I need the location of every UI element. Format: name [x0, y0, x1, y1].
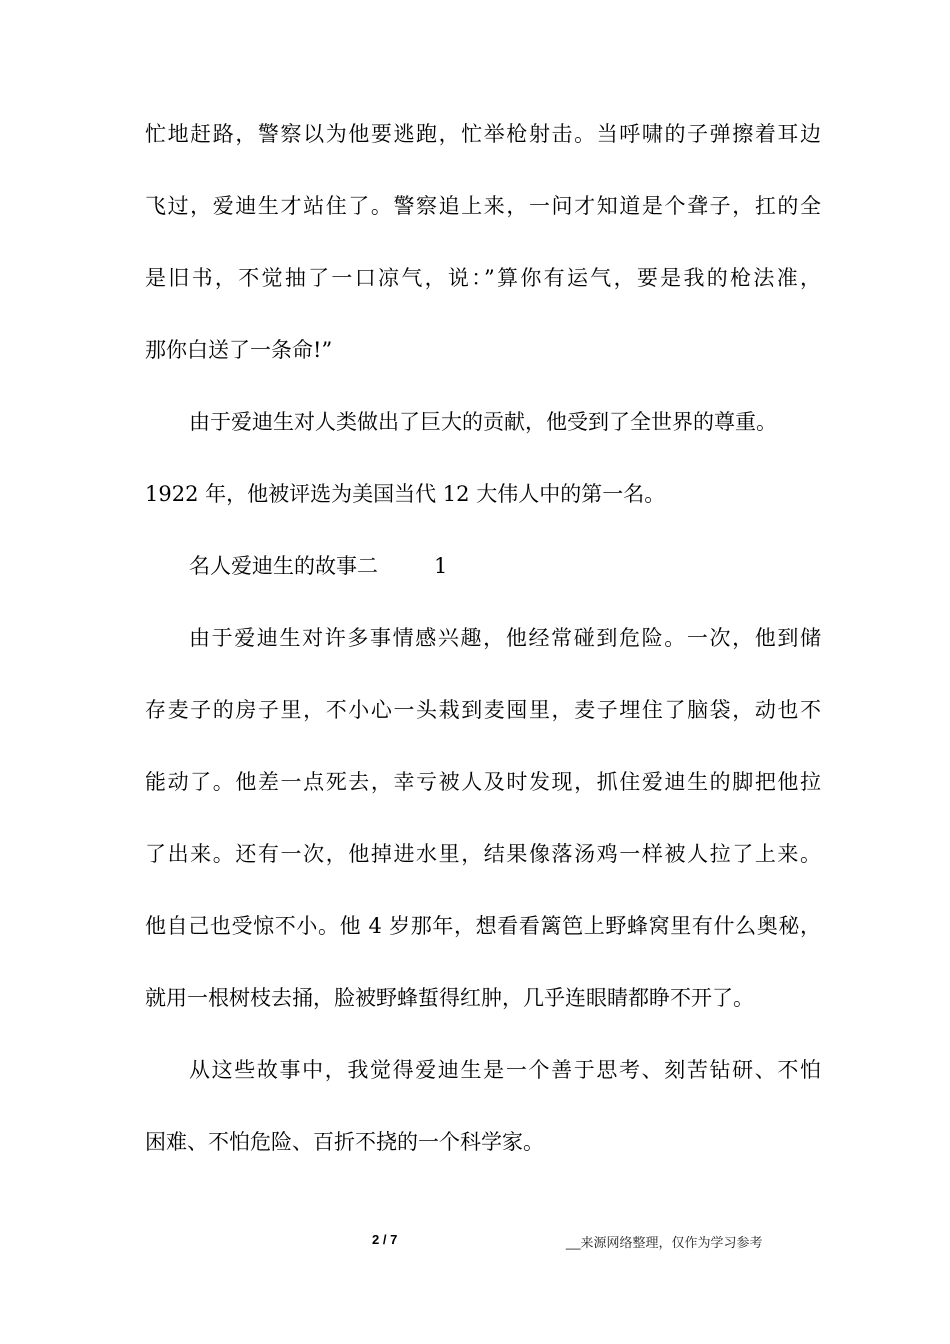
- paragraph-line: 从这些故事中，我觉得爱迪生是一个善于思考、刻苦钻研、不怕: [189, 1058, 821, 1082]
- paragraph-line: 那你白送了一条命!”: [145, 338, 333, 362]
- paragraph-line: 由于爱迪生对人类做出了巨大的贡献，他受到了全世界的尊重。: [189, 410, 777, 434]
- section-heading-number: 1: [434, 554, 448, 578]
- paragraph-line: 1922 年，他被评选为美国当代 12 大伟人中的第一名。: [145, 482, 666, 506]
- page-number: 2 / 7: [372, 1232, 398, 1247]
- section-heading: [145, 544, 821, 616]
- section-heading-text: 名人爱迪生的故事二: [189, 554, 378, 578]
- paragraph-line: 能动了。他差一点死去，幸亏被人及时发现，抓住爱迪生的脚把他拉: [145, 770, 821, 794]
- paragraph-line: 他自己也受惊不小。他 4 岁那年，想看看篱笆上野蜂窝里有什么奥秘，: [145, 914, 821, 938]
- paragraph-line: 困难、不怕危险、百折不挠的一个科学家。: [145, 1130, 544, 1154]
- paragraph-line: 是旧书，不觉抽了一口凉气，说：”算你有运气，要是我的枪法准，: [145, 266, 821, 290]
- page-footer: [0, 1232, 950, 1252]
- paragraph-line: 了出来。还有一次，他掉进水里，结果像落汤鸡一样被人拉了上来。: [145, 842, 821, 866]
- document-body: [145, 112, 821, 1192]
- paragraph-line: 就用一根树枝去捅，脸被野蜂蜇得红肿，几乎连眼睛都睁不开了。: [145, 986, 754, 1010]
- source-note: __来源网络整理，仅作为学习参考: [566, 1235, 763, 1250]
- paragraph-line: 存麦子的房子里，不小心一头栽到麦囤里，麦子埋住了脑袋，动也不: [145, 698, 821, 722]
- paragraph-line: 由于爱迪生对许多事情感兴趣，他经常碰到危险。一次，他到储: [189, 626, 821, 650]
- paragraph-line: 飞过，爱迪生才站住了。警察追上来，一问才知道是个聋子，扛的全: [145, 194, 821, 218]
- paragraph-line: 忙地赶路，警察以为他要逃跑，忙举枪射击。当呼啸的子弹擦着耳边: [145, 122, 821, 146]
